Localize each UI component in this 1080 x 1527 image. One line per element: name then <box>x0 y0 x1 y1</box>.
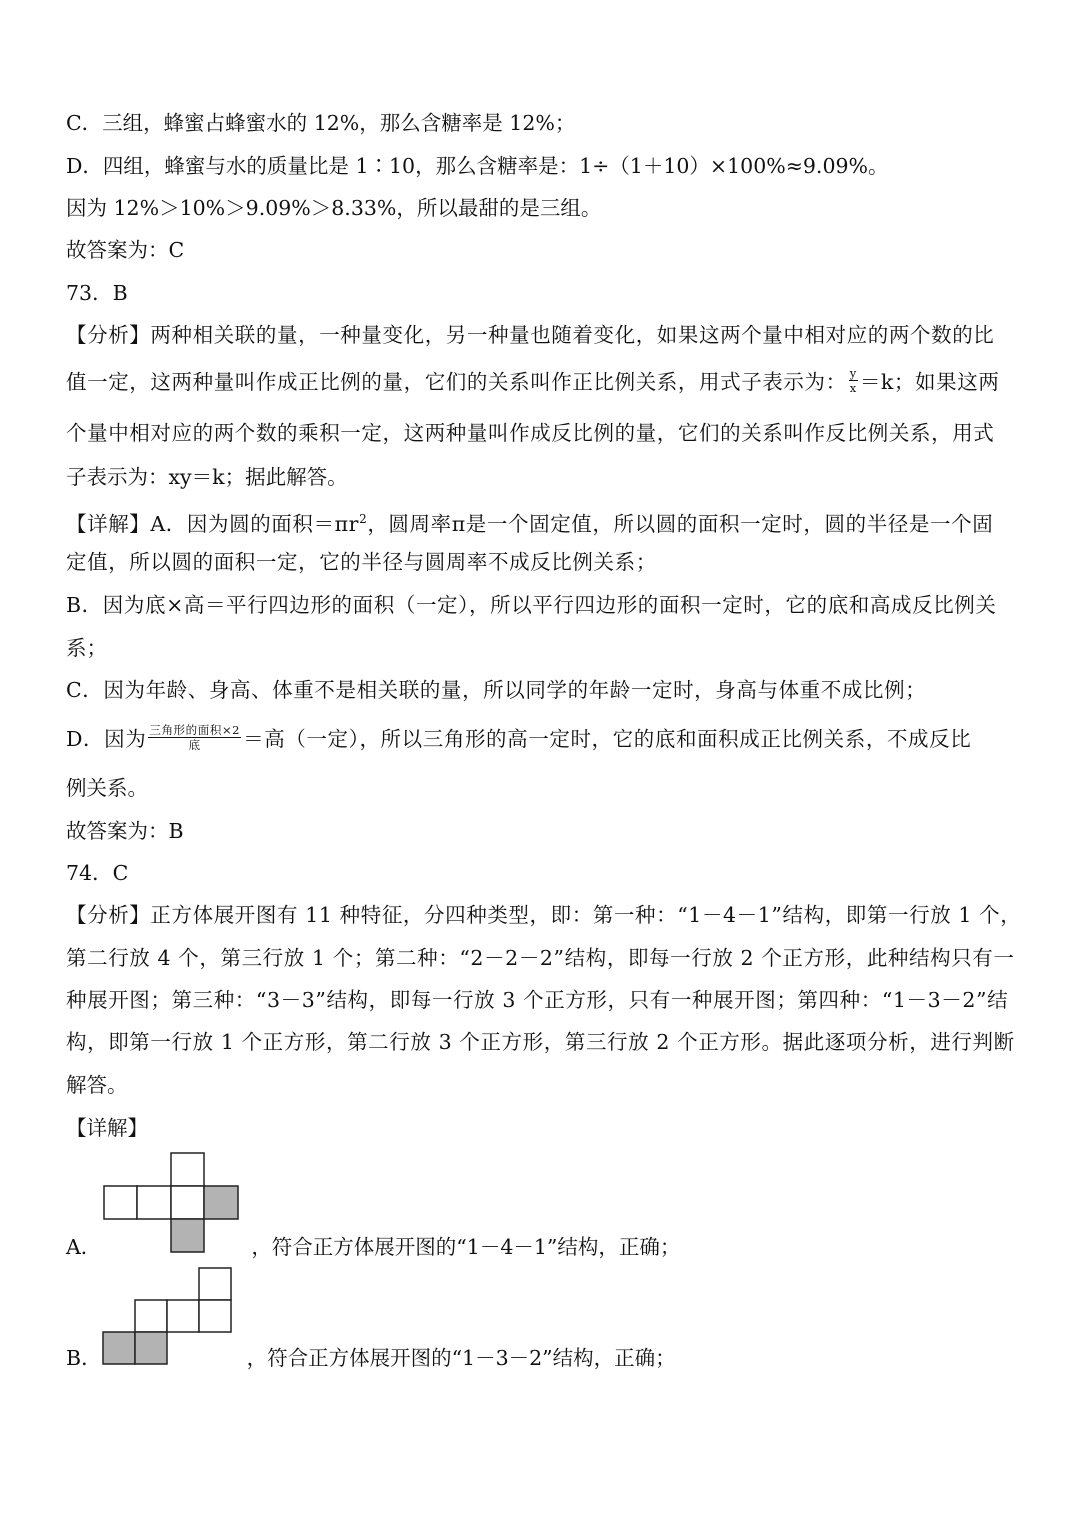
q73-option-d-end: ＝高（一定），所以三角形的高一定时，它的底和面积成正比例关系，不成反比 <box>243 727 972 751</box>
net-b-mid-square-3 <box>199 1300 231 1332</box>
q73-option-b-line-2: 系； <box>66 636 107 660</box>
q73-detail-1-end: ，圆周率π是一个固定值，所以圆的面积一定时，圆的半径是一个固 <box>367 511 994 536</box>
fraction-numerator: 三角形的面积×2 <box>149 723 241 737</box>
option-a-line <box>66 1232 680 1262</box>
answer-72: 故答案为：C <box>66 238 185 262</box>
option-b-text: ，符合正方体展开图的“1－3－2”结构，正确； <box>246 1346 676 1370</box>
fraction-denominator: x <box>849 381 857 395</box>
q73-option-d-line <box>66 724 971 755</box>
q74-analysis-line-1: 【分析】正方体展开图有 11 种特征，分四种类型，即：第一种：“1－4－1”结构，即第一行放 1 个， <box>66 903 1022 927</box>
q73-detail-line-1 <box>66 504 993 539</box>
q74-analysis-line-2: 第二行放 4 个，第三行放 1 个；第二种：“2－2－2”结构，即每一行放 2 个正方形，此种结构只有一 <box>66 946 1015 970</box>
question-73-heading: 73．B <box>66 281 128 305</box>
net-a-shaded-square-right <box>204 1186 238 1219</box>
q73-option-d-line-2: 例关系。 <box>66 776 148 800</box>
q73-option-d-start: D．因为 <box>66 727 147 751</box>
fraction-numerator: y <box>849 366 857 380</box>
triangle-height-fraction <box>148 723 241 752</box>
comparison-line: 因为 12%＞10%＞9.09%＞8.33%，所以最甜的是三组。 <box>66 196 602 220</box>
net-b-mid-square-2 <box>167 1300 199 1332</box>
option-c-line: C．三组，蜂蜜占蜂蜜水的 12%，那么含糖率是 12%； <box>66 111 576 135</box>
net-a-top-square <box>171 1153 204 1186</box>
q73-analysis-line-3: 个量中相对应的两个数的乘积一定，这两种量叫作成反比例的量，它们的关系叫作反比例关系，用式 <box>66 421 995 445</box>
q74-analysis-line-4: 构，即第一行放 1 个正方形，第二行放 3 个正方形，第三行放 2 个正方形。据此逐项分析，进行判断 <box>66 1030 1015 1054</box>
net-a-row-square-3 <box>171 1186 204 1219</box>
q73-analysis-line-1: 【分析】两种相关联的量，一种量变化，另一种量也随着变化，如果这两个量中相对应的两个数的比 <box>66 323 995 347</box>
fraction-denominator: 底 <box>188 738 201 752</box>
q73-detail-1-start: 【详解】A．因为圆的面积＝πr <box>66 511 360 536</box>
net-b-top-square <box>199 1268 231 1300</box>
option-b-line <box>66 1343 676 1373</box>
superscript-2: 2 <box>359 512 368 526</box>
q73-option-b-line-1: B．因为底×高＝平行四边形的面积（一定），所以平行四边形的面积一定时，它的底和高成反比例关 <box>66 593 997 617</box>
question-74-heading: 74．C <box>66 861 129 885</box>
option-a-label: A． <box>66 1235 102 1259</box>
net-a-row-square-1 <box>104 1186 137 1219</box>
q74-detail-heading: 【详解】 <box>66 1116 148 1140</box>
q74-analysis-line-3: 种展开图；第三种：“3－3”结构，即每一行放 3 个正方形，只有一种展开图；第四种：“1－3－2”结 <box>66 988 1009 1012</box>
q73-analysis-line-4: 子表示为：xy＝k；据此解答。 <box>66 465 348 489</box>
option-a-text: ，符合正方体展开图的“1－4－1”结构，正确； <box>251 1235 681 1259</box>
net-a-row-square-2 <box>137 1186 171 1219</box>
answer-73: 故答案为：B <box>66 819 184 843</box>
q73-analysis-2-start: 值一定，这两种量叫作成正比例的量，它们的关系叫作正比例关系，用式子表示为： <box>66 370 847 394</box>
q74-analysis-line-5: 解答。 <box>66 1073 128 1097</box>
net-b-mid-square-1 <box>135 1300 167 1332</box>
option-b-label: B． <box>66 1346 102 1370</box>
y-over-x-fraction <box>849 366 858 395</box>
option-d-line: D．四组，蜂蜜与水的质量比是 1∶10，那么含糖率是：1÷（1＋10）×100%≈9.09%。 <box>66 154 889 178</box>
q73-analysis-line-2 <box>66 367 999 398</box>
q73-detail-line-2: 定值，所以圆的面积一定，它的半径与圆周率不成反比例关系； <box>66 550 657 574</box>
q73-analysis-2-end: ＝k；如果这两 <box>859 370 1000 394</box>
q73-option-c-line: C．因为年龄、身高、体重不是相关联的量，所以同学的年龄一定时，身高与体重不成比例； <box>66 678 927 702</box>
